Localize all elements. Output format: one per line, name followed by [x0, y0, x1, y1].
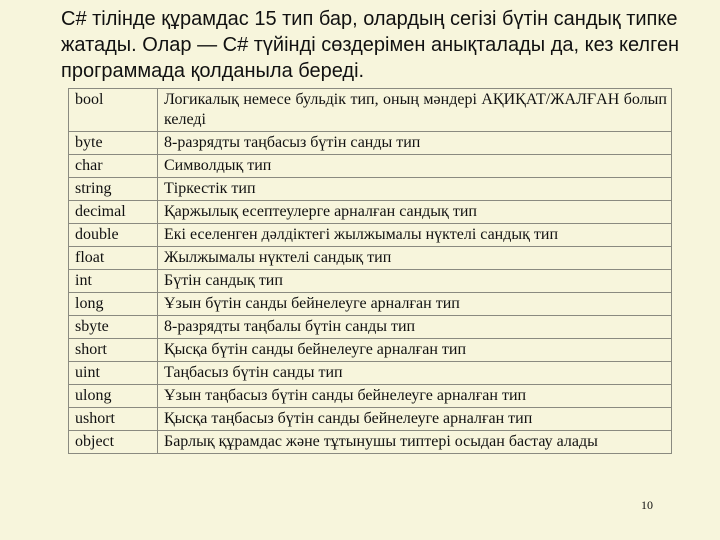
type-name-cell: char [69, 155, 158, 178]
type-description-cell: Бүтін сандық тип [158, 270, 672, 293]
table-row [69, 408, 672, 431]
table-row [69, 89, 672, 132]
type-description-cell: Қысқа таңбасыз бүтін санды бейнелеуге арналған тип [158, 408, 672, 431]
table-row [69, 224, 672, 247]
intro-paragraph: C# тілінде құрамдас 15 тип бар, олардың сегізі бүтін сандық типке жатады. Олар — C# түйінді сөздерімен анықталады да, кез келген программада қолданыла береді. [61, 8, 680, 82]
type-name-cell: int [69, 270, 158, 293]
type-name-cell: short [69, 339, 158, 362]
type-description-cell: Барлық құрамдас және тұтынушы типтері осыдан бастау алады [158, 431, 672, 454]
table-row [69, 155, 672, 178]
table-row [69, 362, 672, 385]
table-row [69, 316, 672, 339]
page-number: 10 [641, 498, 653, 512]
type-name-cell: decimal [69, 201, 158, 224]
type-description-cell: 8-разрядты таңбасыз бүтін санды тип [158, 132, 672, 155]
type-name-cell: float [69, 247, 158, 270]
table-row [69, 201, 672, 224]
type-description-cell: Таңбасыз бүтін санды тип [158, 362, 672, 385]
type-description-cell: Символдық тип [158, 155, 672, 178]
table-row [69, 178, 672, 201]
type-name-cell: ushort [69, 408, 158, 431]
type-description-cell: Қаржылық есептеулерге арналған сандық тип [158, 201, 672, 224]
type-description-cell: 8-разрядты таңбалы бүтін санды тип [158, 316, 672, 339]
table-row [69, 270, 672, 293]
type-name-cell: long [69, 293, 158, 316]
type-name-cell: ulong [69, 385, 158, 408]
type-name-cell: string [69, 178, 158, 201]
type-description-cell: Ұзын бүтін санды бейнелеуге арналған тип [158, 293, 672, 316]
type-description-cell: Екі еселенген дәлдіктегі жылжымалы нүктелі сандық тип [158, 224, 672, 247]
type-description-cell: Ұзын таңбасыз бүтін санды бейнелеуге арналған тип [158, 385, 672, 408]
type-name-cell: bool [69, 89, 158, 132]
data-types-table [68, 88, 672, 454]
type-name-cell: byte [69, 132, 158, 155]
type-name-cell: sbyte [69, 316, 158, 339]
type-name-cell: uint [69, 362, 158, 385]
type-description-cell: Жылжымалы нүктелі сандық тип [158, 247, 672, 270]
type-name-cell: double [69, 224, 158, 247]
table-row [69, 431, 672, 454]
table-row [69, 339, 672, 362]
type-description-cell: Қысқа бүтін санды бейнелеуге арналған тип [158, 339, 672, 362]
table-row [69, 132, 672, 155]
type-description-cell: Тіркестік тип [158, 178, 672, 201]
table-row [69, 293, 672, 316]
type-description-cell: Логикалық немесе бульдік тип, оның мәндері АҚИҚАТ/ЖАЛҒАН болып келеді [158, 89, 672, 132]
table-row [69, 385, 672, 408]
type-name-cell: object [69, 431, 158, 454]
table-row [69, 247, 672, 270]
